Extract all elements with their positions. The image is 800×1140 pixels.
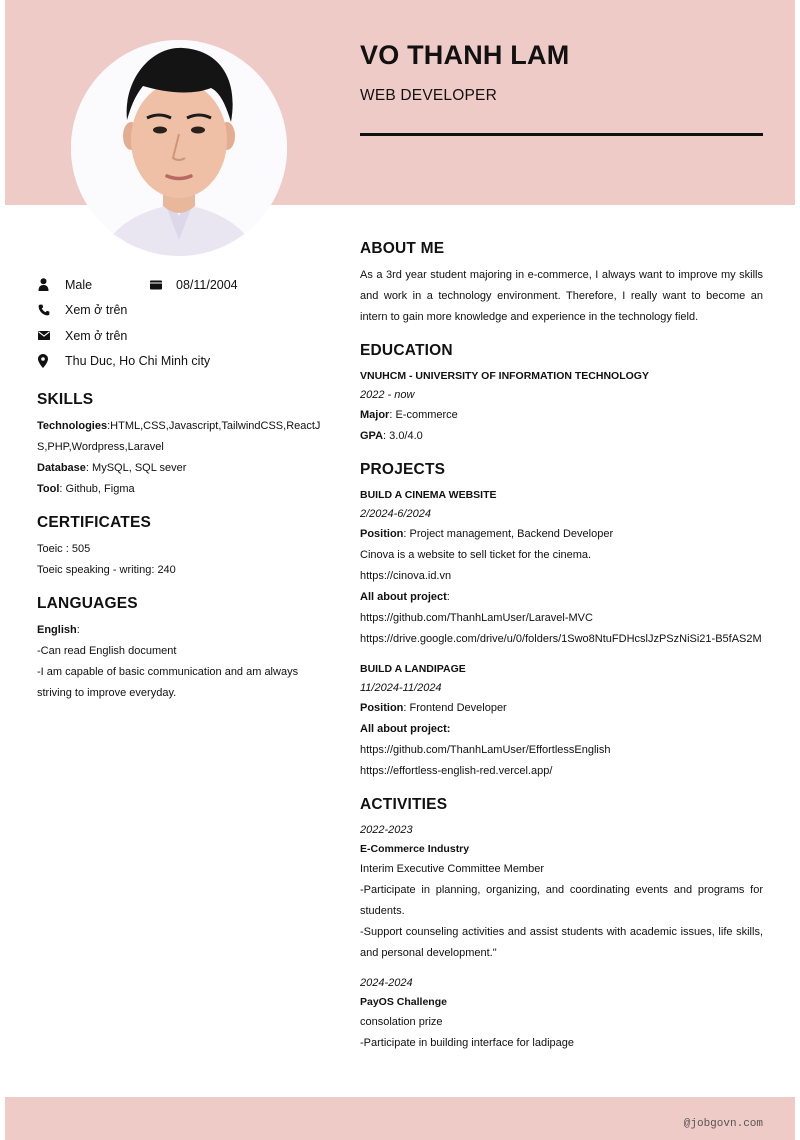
about-section [360,240,763,328]
project-item [360,660,763,782]
skills-title: SKILLS [37,391,94,408]
phone-icon [37,304,65,316]
footer-band [5,1097,795,1140]
skill-tool-label: Tool [37,483,60,495]
language-detail: -Can read English document [37,645,177,657]
gpa-value: : 3.0/4.0 [383,430,423,442]
skill-technologies-value: :HTML,CSS,Javascript,TailwindCSS,ReactJS,PHP,Wordpress,Laravel [37,420,321,453]
calendar-icon [150,280,176,290]
certificates-title: CERTIFICATES [37,514,152,531]
position-label: Position [360,702,404,714]
candidate-name: VO THANH LAM [360,40,570,70]
skill-database-label: Database [37,462,86,474]
activity-item [360,974,763,1054]
activities-section [360,796,763,1054]
about-project-label: All about project: [360,723,451,735]
activity-period: 2024-2024 [360,977,413,989]
position-value: : Frontend Developer [403,702,507,714]
certificate-item: Toeic : 505 [37,543,91,555]
about-text: As a 3rd year student majoring in e-commerce, I always want to improve my skills and work in a technology environment. Therefore, I really want to become an intern to gain more knowledge and experience in the technology field. [360,269,763,323]
activity-role: consolation prize [360,1016,443,1028]
header-divider [360,133,763,136]
project-description: Cinova is a website to sell ticket for the cinema. [360,549,592,561]
about-project-label: All about project [360,591,447,603]
language-english [37,620,322,641]
project-name: BUILD A CINEMA WEBSITE [360,489,497,501]
activity-org: PayOS Challenge [360,996,447,1008]
mail-icon [37,331,65,340]
project-link[interactable]: https://drive.google.com/drive/u/0/folders/1Swo8NtuFDHcslJzPSzNiSi21-B5fAS2M [360,633,762,645]
languages-title: LANGUAGES [37,595,138,612]
about-title: ABOUT ME [360,240,445,257]
school-name: VNUHCM - UNIVERSITY OF INFORMATION TECHNOLOGY [360,370,649,382]
project-about [360,719,763,740]
education-major [360,405,763,426]
activity-role: Interim Executive Committee Member [360,863,544,875]
contact-phone [37,298,322,324]
activity-detail: -Participate in planning, organizing, and coordinating events and programs for students. [360,884,763,917]
activity-period: 2022-2023 [360,824,413,836]
projects-title: PROJECTS [360,461,446,478]
activities-title: ACTIVITIES [360,796,448,813]
address-value: Thu Duc, Ho Chi Minh city [65,354,211,369]
major-value: : E-commerce [389,409,458,421]
person-icon [37,278,65,291]
job-title: WEB DEVELOPER [360,87,497,104]
position-label: Position [360,528,404,540]
project-period: 2/2024-6/2024 [360,508,431,520]
project-position [360,524,763,545]
project-link[interactable]: https://github.com/ThanhLamUser/EffortlessEnglish [360,744,611,756]
project-period: 11/2024-11/2024 [360,682,442,694]
phone-value: Xem ở trên [65,303,128,318]
language-label: English [37,624,77,636]
major-label: Major [360,409,390,421]
left-column [37,272,322,704]
gender-value: Male [65,277,93,292]
education-period: 2022 - now [360,389,415,401]
skill-technologies [37,416,322,458]
watermark: @jobgovn.com [683,1118,763,1130]
projects-section [360,461,763,782]
project-item [360,486,763,650]
location-pin-icon [37,354,65,368]
position-value: : Project management, Backend Developer [403,528,614,540]
contact-email [37,323,322,349]
skill-tool [37,479,322,500]
language-detail: -I am capable of basic communication and am always striving to improve everyday. [37,666,299,699]
activity-detail: -Support counseling activities and assist students with academic issues, life skills, and personal development." [360,926,763,959]
project-site-link[interactable]: https://cinova.id.vn [360,570,452,582]
language-suffix: : [76,624,80,636]
skill-technologies-label: Technologies [37,420,108,432]
right-column [360,240,763,1068]
project-link[interactable]: https://effortless-english-red.vercel.app/ [360,765,553,777]
activity-detail: -Participate in building interface for ladipage [360,1037,575,1049]
email-value: Xem ở trên [65,328,128,343]
education-section [360,342,763,447]
birthday-value: 08/11/2004 [176,277,238,292]
profile-photo [71,40,287,256]
project-about [360,587,763,608]
project-name: BUILD A LANDIPAGE [360,663,466,675]
gpa-label: GPA [360,430,384,442]
activity-org: E-Commerce Industry [360,843,470,855]
skill-database-value: : MySQL, SQL sever [85,462,187,474]
skill-database [37,458,322,479]
contact-address [37,349,322,375]
certificate-item: Toeic speaking - writing: 240 [37,564,176,576]
contact-gender-birthday [37,272,322,298]
resume-page [5,0,795,1140]
about-project-suffix: : [446,591,450,603]
project-link[interactable]: https://github.com/ThanhLamUser/Laravel-MVC [360,612,593,624]
education-title: EDUCATION [360,342,453,359]
project-position [360,698,763,719]
skill-tool-value: : Github, Figma [59,483,135,495]
activity-item [360,821,763,964]
education-gpa [360,426,763,447]
